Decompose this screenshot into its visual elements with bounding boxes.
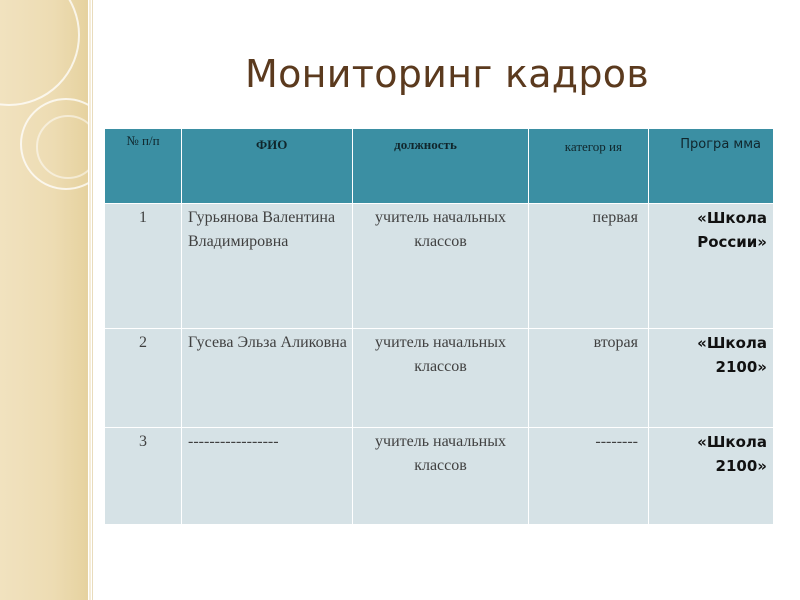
cell-fio: Гурьянова Валентина Владимировна (182, 204, 353, 329)
cell-fio: ----------------- (182, 428, 353, 525)
cell-position: учитель начальных классов (353, 428, 529, 525)
decorative-divider-thin (92, 0, 93, 600)
table-row (105, 428, 774, 525)
cell-program (649, 428, 774, 525)
header-program: Програ мма (649, 129, 774, 204)
cell-position: учитель начальных классов (353, 329, 529, 428)
cell-program (649, 204, 774, 329)
header-category: категор ия (529, 129, 649, 204)
cell-fio: Гусева Эльза Аликовна (182, 329, 353, 428)
cell-num: 1 (105, 204, 182, 329)
table-header-row (105, 129, 774, 204)
program-label: «Школа России» (697, 209, 767, 251)
program-label: «Школа 2100» (697, 433, 767, 475)
staff-table (104, 128, 774, 525)
cell-num: 2 (105, 329, 182, 428)
cell-category: -------- (529, 428, 649, 525)
program-label: «Школа 2100» (697, 334, 767, 376)
decorative-side-band (0, 0, 88, 600)
cell-category: первая (529, 204, 649, 329)
cell-category: вторая (529, 329, 649, 428)
table-row (105, 329, 774, 428)
decorative-ring-large (0, 0, 80, 106)
cell-program (649, 329, 774, 428)
cell-position: учитель начальных классов (353, 204, 529, 329)
decorative-divider (89, 0, 91, 600)
table-row (105, 204, 774, 329)
header-fio: ФИО (182, 129, 353, 204)
cell-num: 3 (105, 428, 182, 525)
page-title: Мониторинг кадров (245, 52, 650, 96)
header-num: № п/п (105, 129, 182, 204)
header-position: должность (353, 129, 529, 204)
